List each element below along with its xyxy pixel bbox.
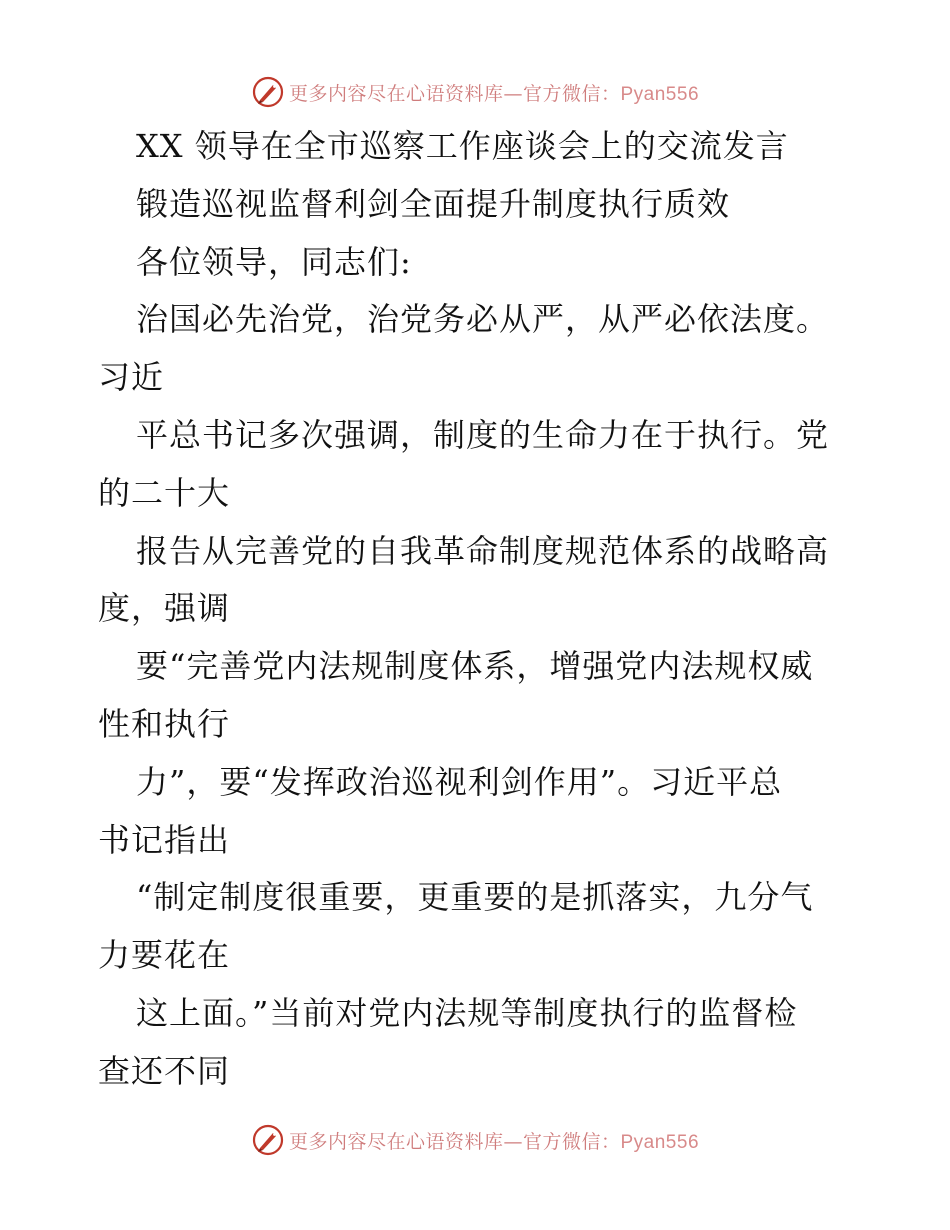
footer-banner-text: 更多内容尽在心语资料库—官方微信：Pyan556 [288,1130,700,1153]
header-wechat-id: Pyan556 [620,83,700,105]
paragraph-line: 查还不同 [98,1051,231,1090]
paragraph-line: 这上面。”当前对党内法规等制度执行的监督检 [136,993,798,1032]
pen-logo-icon [251,1123,285,1157]
salutation: 各位领导，同志们: [136,242,412,281]
document-subtitle: 锻造巡视监督利剑全面提升制度执行质效 [136,184,731,223]
paragraph-line: 力”，要“发挥政治巡视利剑作用”。习近平总 [136,762,783,801]
paragraph-line: 习近 [98,358,165,397]
paragraph-line: “制定制度很重要，更重要的是抓落实，九分气 [136,878,814,917]
paragraph-line: 报告从完善党的自我革命制度规范体系的战略高 [136,531,830,570]
paragraph-line: 的二十大 [98,473,231,512]
document-title: XX 领导在全市巡察工作座谈会上的交流发言 [136,127,789,165]
header-banner-text: 更多内容尽在心语资料库—官方微信：Pyan556 [288,82,700,105]
paragraph-line: 性和执行 [98,704,231,743]
paragraph-line: 要“完善党内法规制度体系，增强党内法规权威 [136,647,814,686]
paragraph-line: 平总书记多次强调，制度的生命力在于执行。党 [136,415,830,454]
paragraph-line: 书记指出 [98,820,231,859]
header-watermark-banner [0,72,950,112]
document-body [98,118,858,1101]
paragraph-line: 治国必先治党，治党务必从严，从严必依法度。 [136,300,830,339]
paragraph-line: 力要花在 [98,936,231,975]
footer-wechat-id: Pyan556 [620,1131,700,1153]
footer-watermark-banner [0,1120,950,1160]
paragraph-line: 度，强调 [98,589,231,628]
pen-logo-icon [251,75,285,109]
